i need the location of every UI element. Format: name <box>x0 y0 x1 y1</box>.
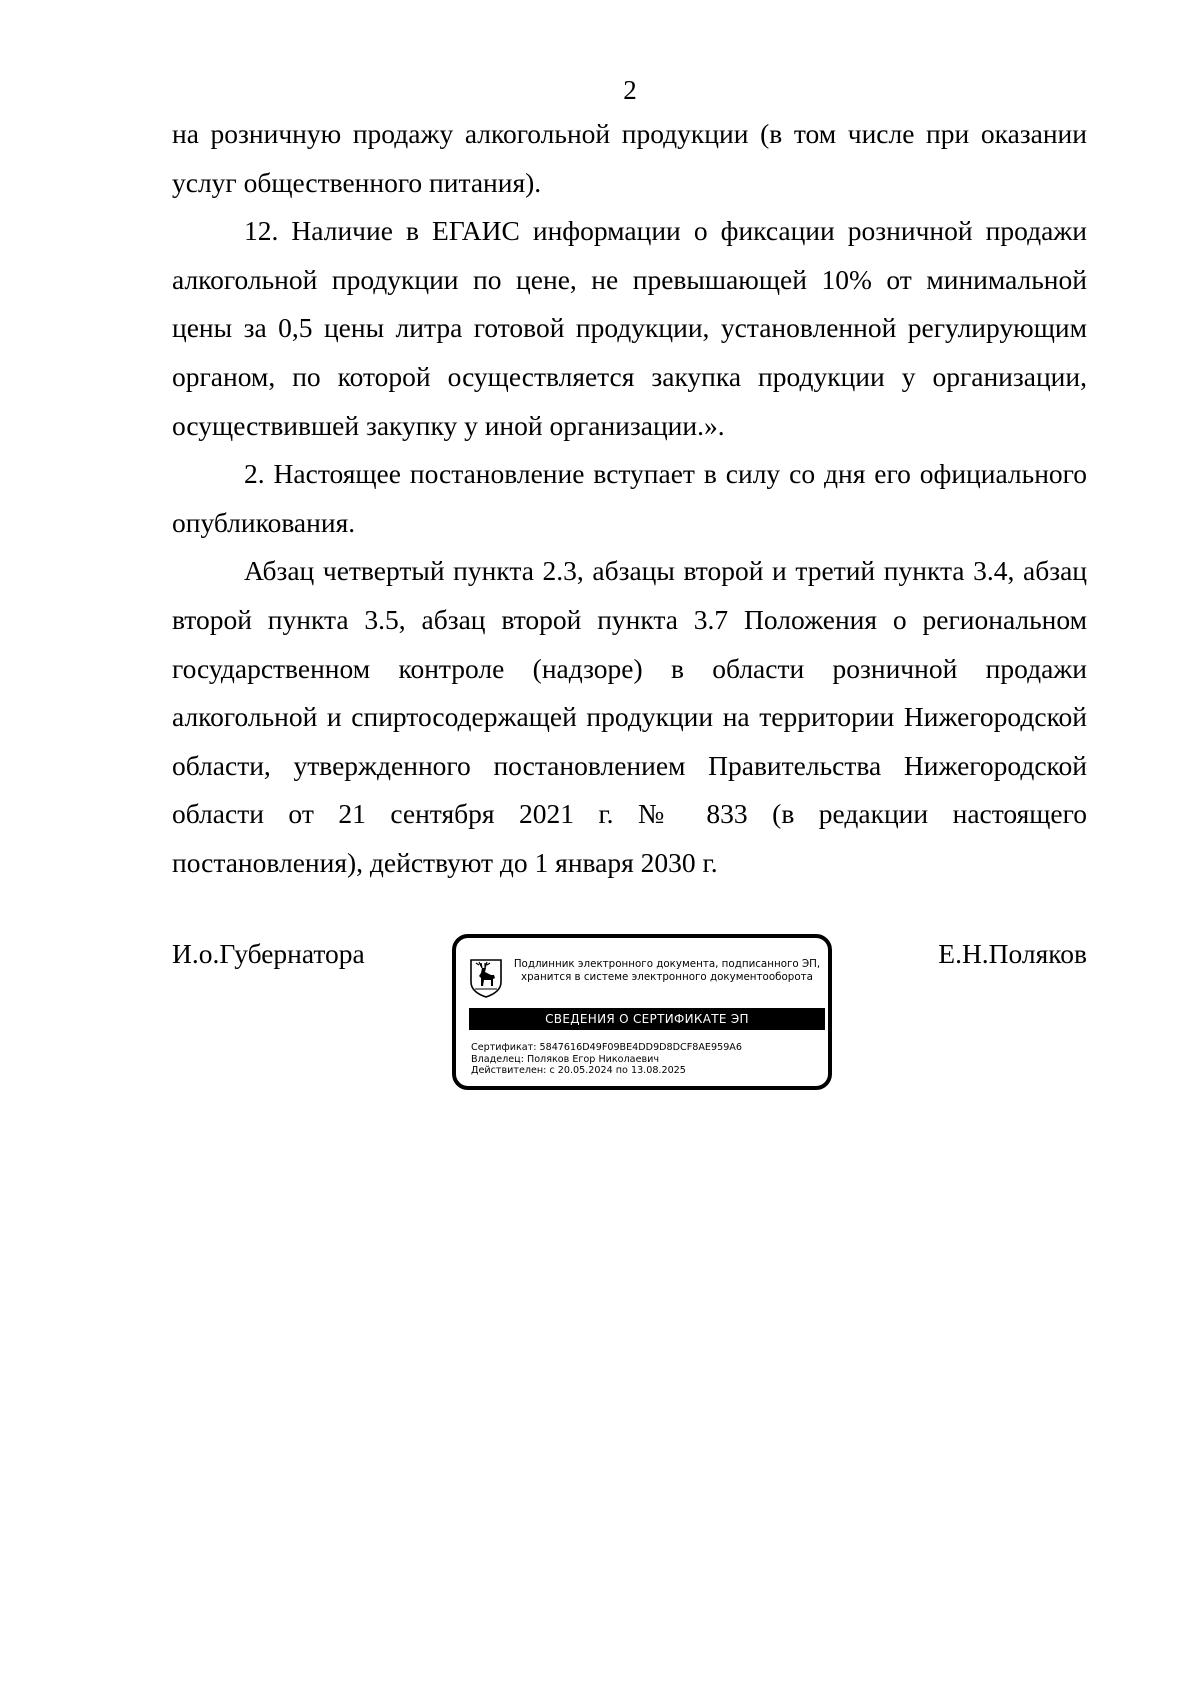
certificate-number: Сертификат: 5847616D49F09BE4DD9D8DCF8AE959A6 <box>471 1042 742 1053</box>
stamp-header-line: Подлинник электронного документа, подписанного ЭП, <box>513 958 821 970</box>
electronic-signature-stamp <box>452 934 832 1090</box>
paragraph-validity-period: Абзац четвертый пункта 2.3, абзацы второй и третий пункта 3.4, абзац второй пункта 3.5, абзац второй пункта 3.7 Положения о региональном государственном контроле (надзоре) в области розничной продажи алкогольной и спиртосодержащей продукции на территории Нижегородской области, утвержденного постановлением Правительства Нижегородской области от 21 сентября 2021 г. № 833 (в редакции настоящего постановления), действуют до 1 января 2030 г. <box>172 555 1087 878</box>
certificate-owner: Владелец: Поляков Егор Николаевич <box>471 1053 660 1065</box>
certificate-validity: Действителен: с 20.05.2024 по 13.08.2025 <box>471 1065 686 1076</box>
signatory-name: Е.Н.Поляков <box>938 938 1087 969</box>
nizhny-novgorod-deer-emblem-icon <box>469 958 503 998</box>
page-number: 2 <box>623 75 637 105</box>
paragraph-effective-date: 2. Настоящее постановление вступает в силу со дня его официального опубликования. <box>172 458 1087 538</box>
stamp-header <box>508 958 826 984</box>
document-body <box>172 110 1087 888</box>
stamp-banner: СВЕДЕНИЯ О СЕРТИФИКАТЕ ЭП <box>469 1008 825 1030</box>
stamp-header-line: хранится в системе электронного документооборота <box>521 971 813 983</box>
paragraph-item-12: 12. Наличие в ЕГАИС информации о фиксации розничной продажи алкогольной продукции по цене, не превышающей 10% от минимальной цены за 0,5 цены литра готовой продукции, установленной регулирующим органом, по которой осуществляется закупка продукции у организации, осуществившей закупку у иной организации.». <box>172 215 1087 441</box>
paragraph-continuation: на розничную продажу алкогольной продукции (в том числе при оказании услуг общественного питания). <box>172 118 1087 198</box>
signatory-position: И.о.Губернатора <box>172 938 365 969</box>
stamp-certificate-details <box>471 1042 742 1077</box>
